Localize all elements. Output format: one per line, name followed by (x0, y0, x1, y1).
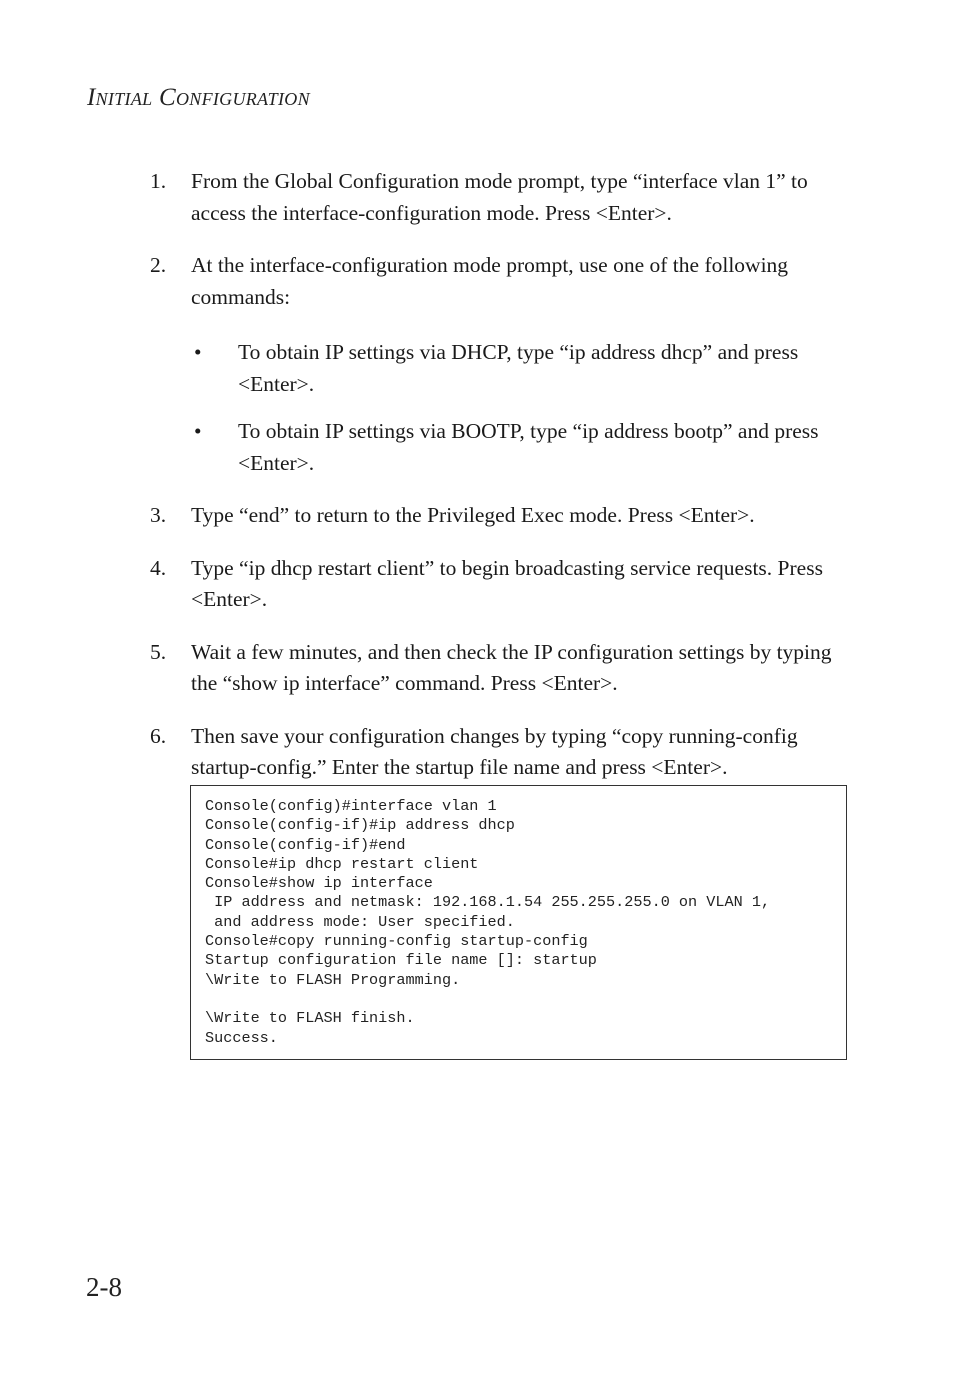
code-line: Console(config-if)#end (205, 835, 406, 854)
step-4 (150, 553, 850, 616)
step-text: Then save your configuration changes by typing “copy running-config startup-config.” Enter the startup file name and press <Enter>. (191, 723, 798, 779)
step-number: 4. (150, 555, 167, 580)
step-1 (150, 166, 850, 229)
page-number: 2-8 (86, 1272, 122, 1302)
code-line: \Write to FLASH finish. (205, 1009, 415, 1028)
step-number: 3. (150, 503, 167, 527)
step-text: Type “ip dhcp restart client” to begin broadcasting service requests. Press <Enter>. (191, 555, 823, 611)
step-number: 6. (150, 723, 167, 748)
code-line: Console#ip dhcp restart client (205, 854, 479, 873)
code-line: Success. (205, 1028, 278, 1047)
bullet-mark: • (194, 340, 202, 364)
code-line: Console(config)#interface vlan 1 (205, 797, 497, 815)
bullet-item-dhcp (191, 337, 850, 400)
step-5 (150, 637, 850, 700)
running-header: Initial Configuration (87, 84, 310, 111)
code-line: Console(config-if)#ip address dhcp (205, 816, 515, 835)
code-line: \Write to FLASH Programming. (205, 970, 461, 989)
step-number: 1. (150, 169, 167, 193)
code-line: IP address and netmask: 192.168.1.54 255.255.255.0 on VLAN 1, (205, 893, 771, 912)
step-number: 5. (150, 639, 167, 664)
console-example-box (190, 785, 847, 1060)
bullet-text: To obtain IP settings via DHCP, type “ip address dhcp” and press <Enter>. (238, 340, 799, 396)
step-text: Type “end” to return to the Privileged Exec mode. Press <Enter>. (191, 503, 755, 527)
step-2 (150, 250, 850, 479)
step-3 (150, 500, 850, 532)
step-text: From the Global Configuration mode prompt, type “interface vlan 1” to access the interface-configuration mode. Press <Enter>. (191, 169, 808, 225)
code-line: and address mode: User specified. (205, 912, 515, 931)
console-output (205, 797, 832, 1048)
code-line: Startup configuration file name []: startup (205, 951, 597, 970)
code-line: Console#show ip interface (205, 874, 433, 893)
step-number: 2. (150, 253, 167, 277)
bullet-mark: • (194, 419, 202, 443)
bullet-text: To obtain IP settings via BOOTP, type “ip address bootp” and press <Enter>. (238, 419, 819, 475)
bullet-item-bootp (191, 416, 850, 479)
command-options-list (191, 337, 850, 479)
step-text: At the interface-configuration mode prompt, use one of the following commands: (191, 253, 789, 309)
instruction-steps (150, 166, 850, 805)
step-6 (150, 721, 850, 784)
step-text: Wait a few minutes, and then check the IP configuration settings by typing the “show ip interface” command. Press <Enter>. (191, 639, 832, 695)
code-line: Console#copy running-config startup-config (205, 932, 588, 951)
